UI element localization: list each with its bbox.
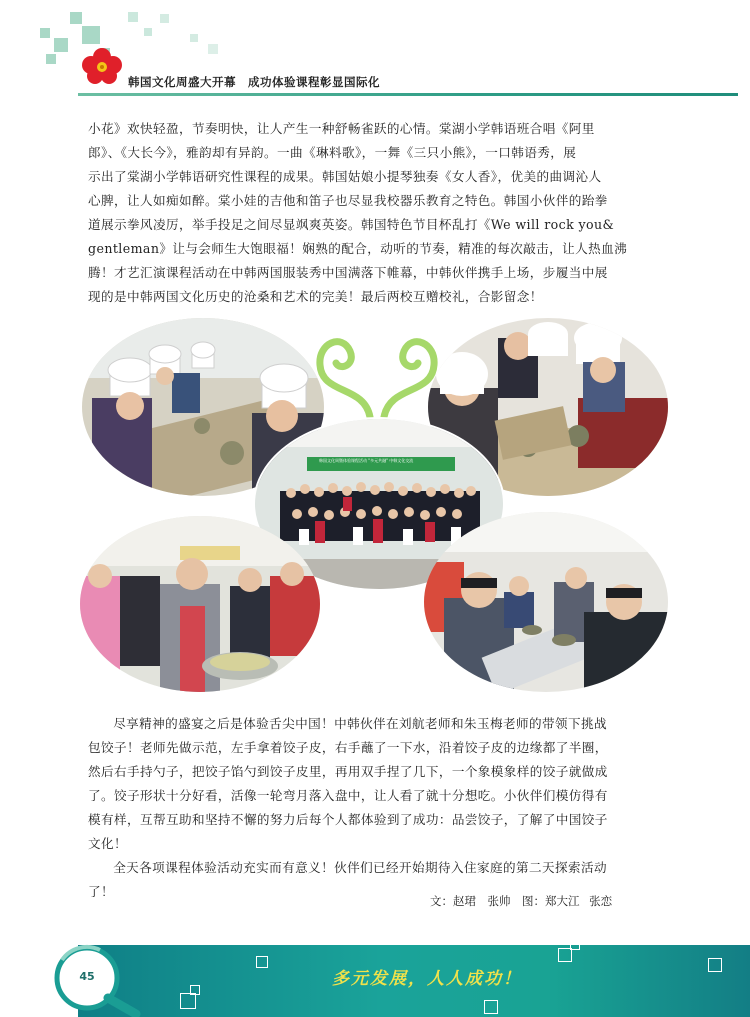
header-mosaic-decoration: [40, 8, 240, 78]
footer-square-decoration: [190, 985, 200, 995]
article-line: 全天各项课程体验活动充实而有意义！伙伴们已经开始期待入住家庭的第二天探索活动: [113, 860, 607, 875]
footer-square-decoration: [708, 958, 722, 972]
butterfly-antenna-decoration: [312, 325, 442, 420]
article-line: 郎》、《大长今》，雅韵却有异韵。一曲《琳料歌》，一舞《三只小熊》，一口韩语秀，展: [88, 145, 577, 160]
article-line: 心脾，让人如痴如醉。棠小娃的吉他和笛子也尽显我校器乐教育之特色。韩国小伙伴的跆拳: [88, 193, 608, 208]
article-line: 模有样，互帮互助和坚持不懈的努力后每个人都体验到了成功：品尝饺子，了解了中国饺子: [88, 812, 608, 827]
header-title: 韩国文化周盛大开幕 成功体验课程彰显国际化: [128, 75, 380, 89]
footer-square-decoration: [484, 1000, 498, 1014]
photo-eating-dumplings-left: [80, 516, 320, 692]
footer-slogan: 多元发展，人人成功！: [332, 969, 522, 989]
article-line: 现的是中韩两国文化历史的沧桑和艺术的完美！最后两校互赠校礼，合影留念！: [88, 289, 543, 304]
article-line: gentleman》让与会师生大饱眼福！娴熟的配合，动听的节奏，精准的每次敲击，让人热血沸: [88, 241, 628, 256]
footer-square-decoration: [558, 948, 572, 962]
footer-square-decoration: [180, 993, 196, 1009]
article-dumpling-paragraph: [88, 712, 670, 904]
article-top-paragraph: [88, 117, 670, 309]
photo-banner-text: 韩国文化周暨体验课程活动 "多元共融" 中韩文化交流: [319, 458, 414, 463]
magnifier-icon: [50, 940, 160, 1017]
article-line: 了。饺子形状十分好看，活像一轮弯月落入盘中，让人看了就十分想吃。小伙伴们模仿得有: [88, 788, 608, 803]
article-credit: 文：赵珺 张帅 图：郑大江 张恋: [430, 894, 613, 908]
article-line: 了！: [88, 884, 114, 899]
red-flower-icon: [80, 46, 124, 86]
article-line: 文化！: [88, 836, 127, 851]
photo-eating-dumplings-right: [424, 512, 668, 692]
article-line: 小花》欢快轻盈，节奏明快，让人产生一种舒畅雀跃的心情。棠湖小学韩语班合唱《阿里: [88, 121, 595, 136]
header-rule: [78, 93, 738, 96]
page-number: 45: [79, 970, 95, 983]
article-line: 腾！才艺汇演课程活动在中韩两国服装秀中国满落下帷幕，中韩伙伴携手上场，步履当中展: [88, 265, 608, 280]
article-line: 然后右手持勺子，把饺子馅勺到饺子皮里，再用双手捏了几下，一个象模象样的饺子就做成: [88, 764, 608, 779]
article-line: 道展示拳风凌厉，举手投足之间尽显飒爽英姿。韩国特色节目杯乱打《We will rock you&: [88, 217, 615, 232]
footer-square-decoration: [256, 956, 268, 968]
article-line: 尽享精神的盛宴之后是体验舌尖中国！中韩伙伴在刘航老师和朱玉梅老师的带领下挑战: [113, 716, 607, 731]
footer-square-decoration: [570, 940, 580, 950]
article-line: 示出了棠湖小学韩语研究性课程的成果。韩国姑娘小提琴独奏《女人香》，优美的曲调沁人: [88, 169, 602, 184]
article-line: 包饺子！老师先做示范，左手拿着饺子皮，右手蘸了一下水，沿着饺子皮的边缘都了半圈，: [88, 740, 608, 755]
